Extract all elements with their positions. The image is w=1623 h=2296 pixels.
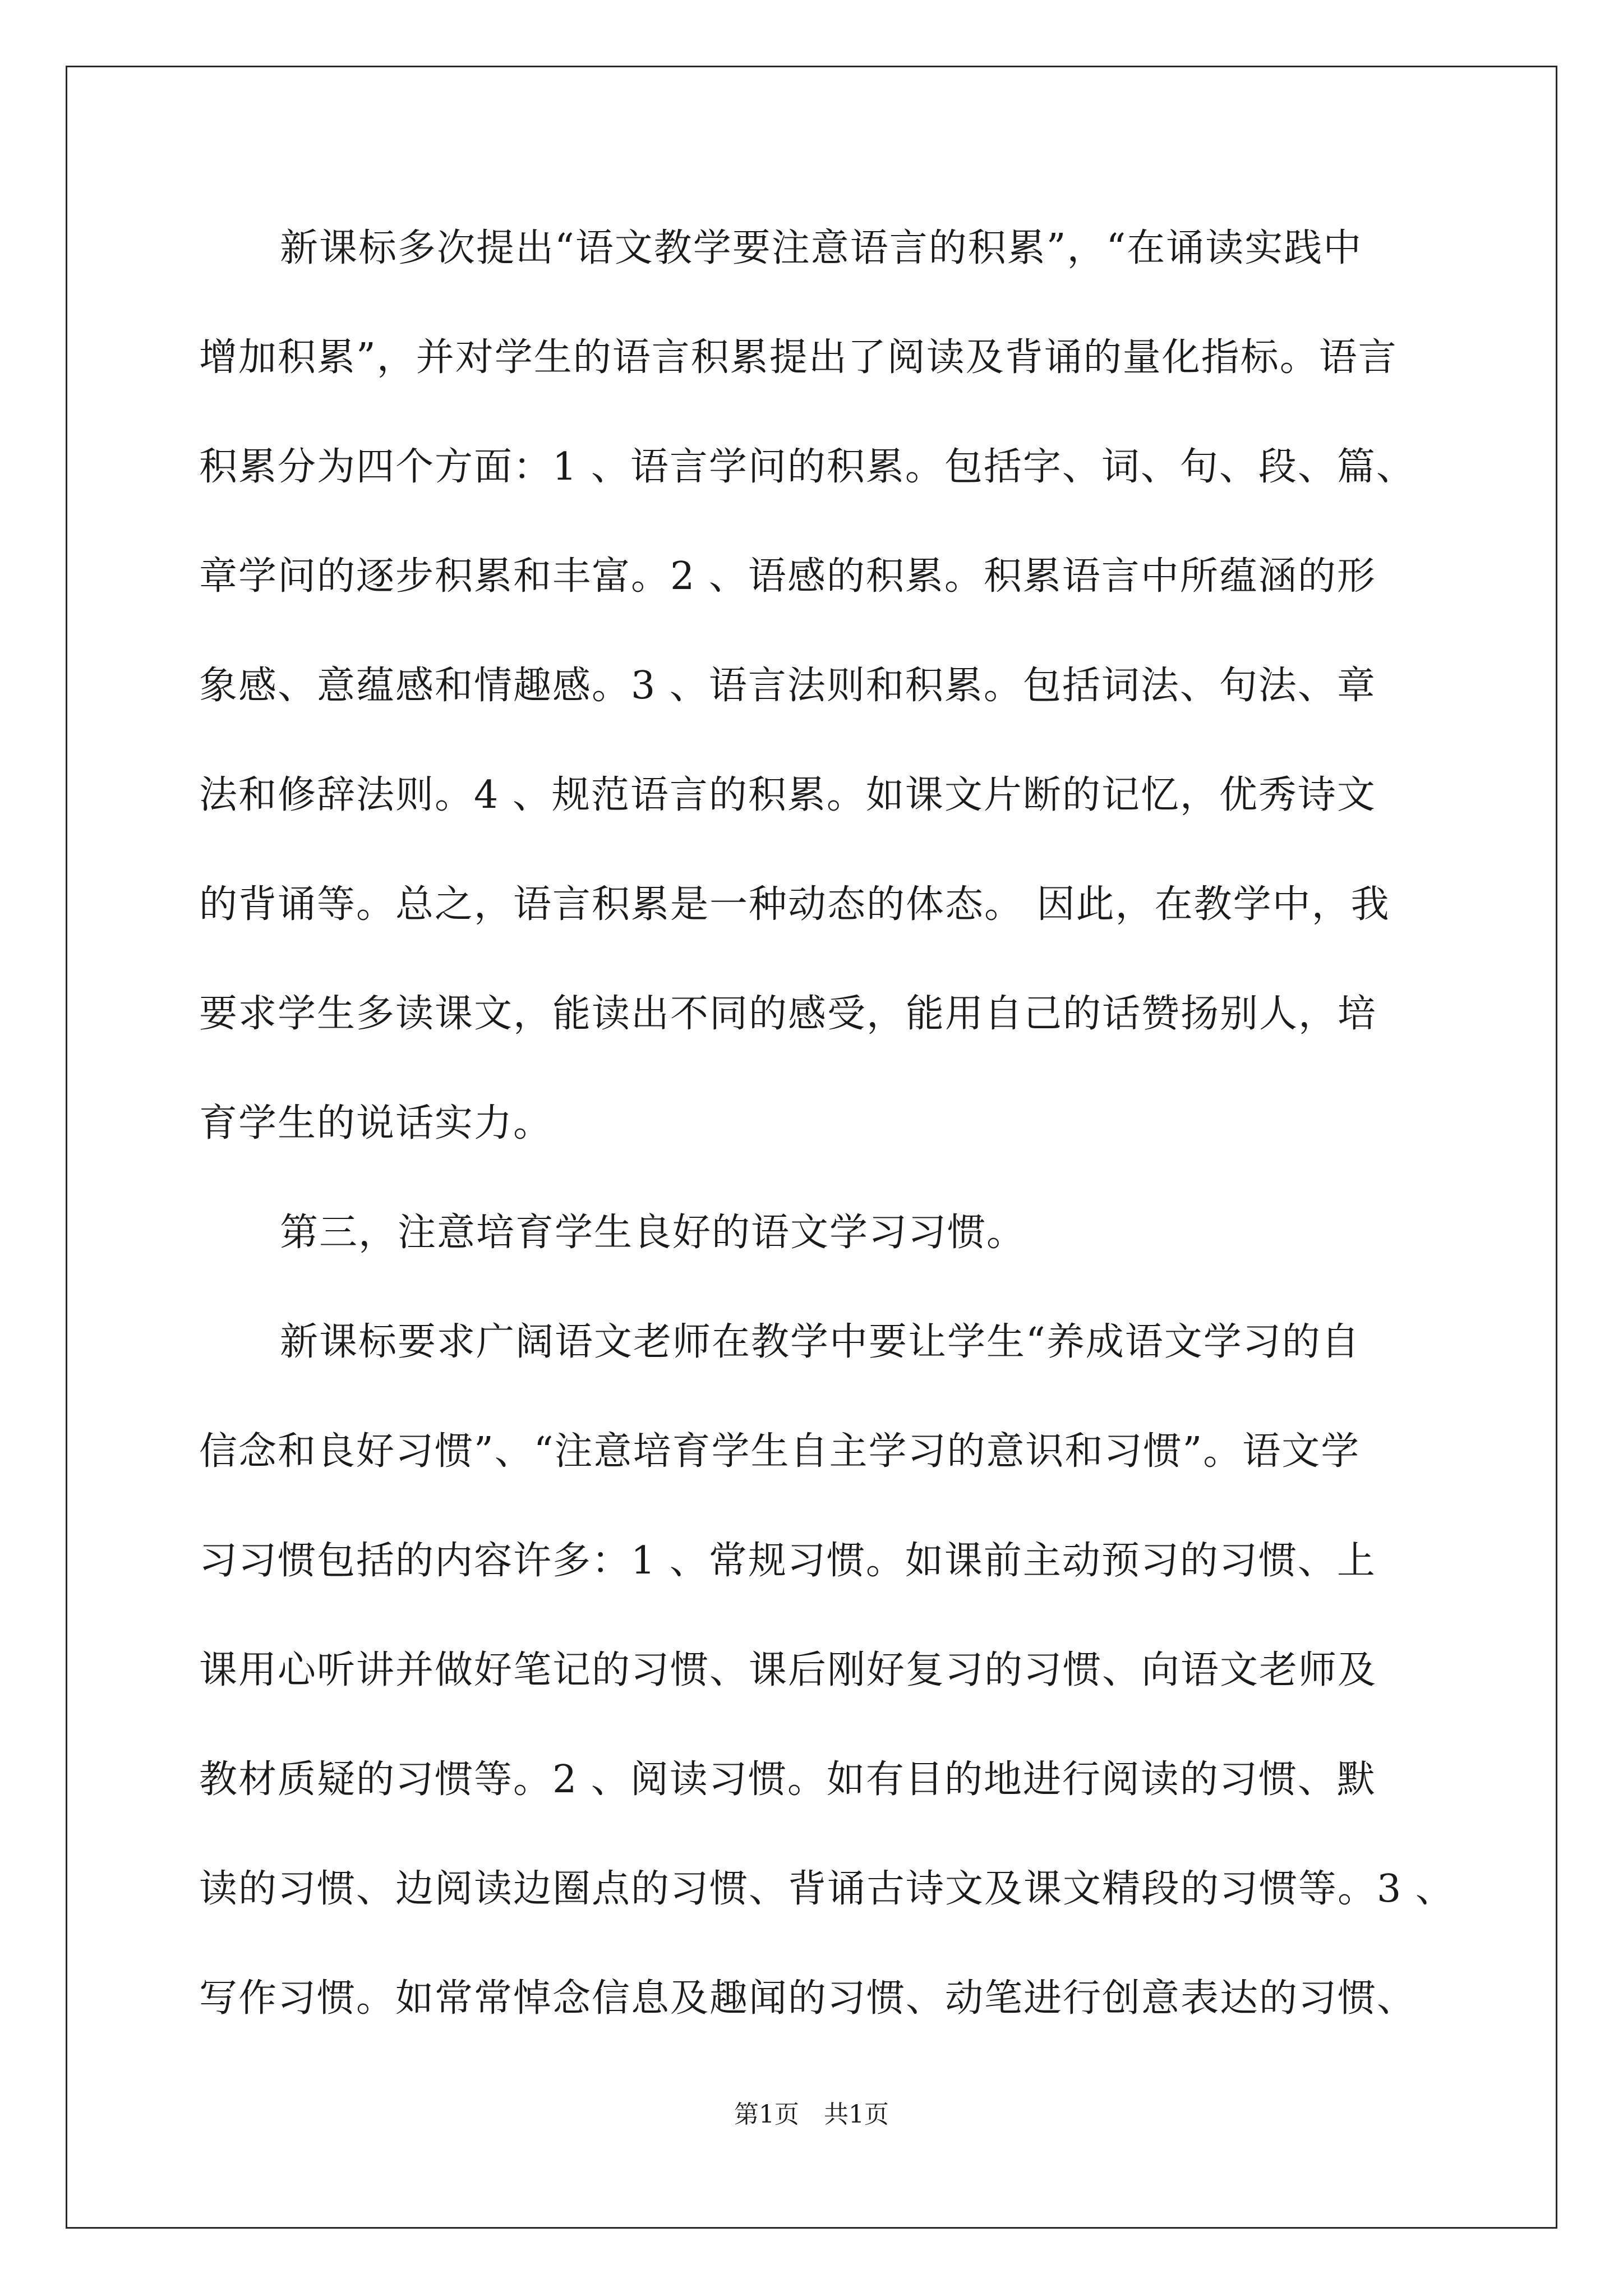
paragraph-line: 的背诵等。总之，语言积累是一种动态的体态。 因此，在教学中，我	[199, 882, 1390, 927]
paragraph-line: 育学生的说话实力。	[199, 1101, 553, 1145]
paragraph-line: 增加积累”，并对学生的语言积累提出了阅读及背诵的量化指标。语言	[199, 335, 1398, 380]
paragraph-line: 习习惯包括的内容许多：1 、常规习惯。如课前主动预习的习惯、上	[199, 1539, 1376, 1583]
paragraph-line: 教材质疑的习惯等。2 、阅读习惯。如有目的地进行阅读的习惯、默	[199, 1757, 1376, 1802]
paragraph-line: 课用心听讲并做好笔记的习惯、课后刚好复习的习惯、向语文老师及	[199, 1648, 1377, 1692]
paragraph-line: 章学问的逐步积累和丰富。2 、语感的积累。积累语言中所蕴涵的形	[199, 554, 1376, 599]
paragraph-line: 积累分为四个方面：1 、语言学问的积累。包括字、词、句、段、篇、	[199, 445, 1415, 489]
paragraph-line: 信念和良好习惯”、“注意培育学生自主学习的意识和习惯”。语文学	[199, 1429, 1361, 1474]
page-number: 第1页 共1页	[734, 2100, 889, 2129]
paragraph-line: 写作习惯。如常常悼念信息及趣闻的习惯、动笔进行创意表达的习惯、	[199, 1976, 1417, 2021]
paragraph-line: 新课标要求广阔语文老师在教学中要让学生“养成语文学习的自	[280, 1320, 1361, 1364]
paragraph-line: 读的习惯、边阅读边圈点的习惯、背诵古诗文及课文精段的习惯等。3 、	[199, 1867, 1455, 1911]
paragraph-line: 法和修辞法则。4 、规范语言的积累。如课文片断的记忆，优秀诗文	[199, 773, 1376, 817]
paragraph-line: 新课标多次提出“语文教学要注意语言的积累”，“在诵读实践中	[280, 226, 1363, 270]
paragraph-line: 象感、意蕴感和情趣感。3 、语言法则和积累。包括词法、句法、章	[199, 664, 1376, 708]
section-heading: 第三，注意培育学生良好的语文学习习惯。	[280, 1211, 1026, 1255]
paragraph-line: 要求学生多读课文，能读出不同的感受，能用自己的话赞扬别人，培	[199, 992, 1377, 1036]
